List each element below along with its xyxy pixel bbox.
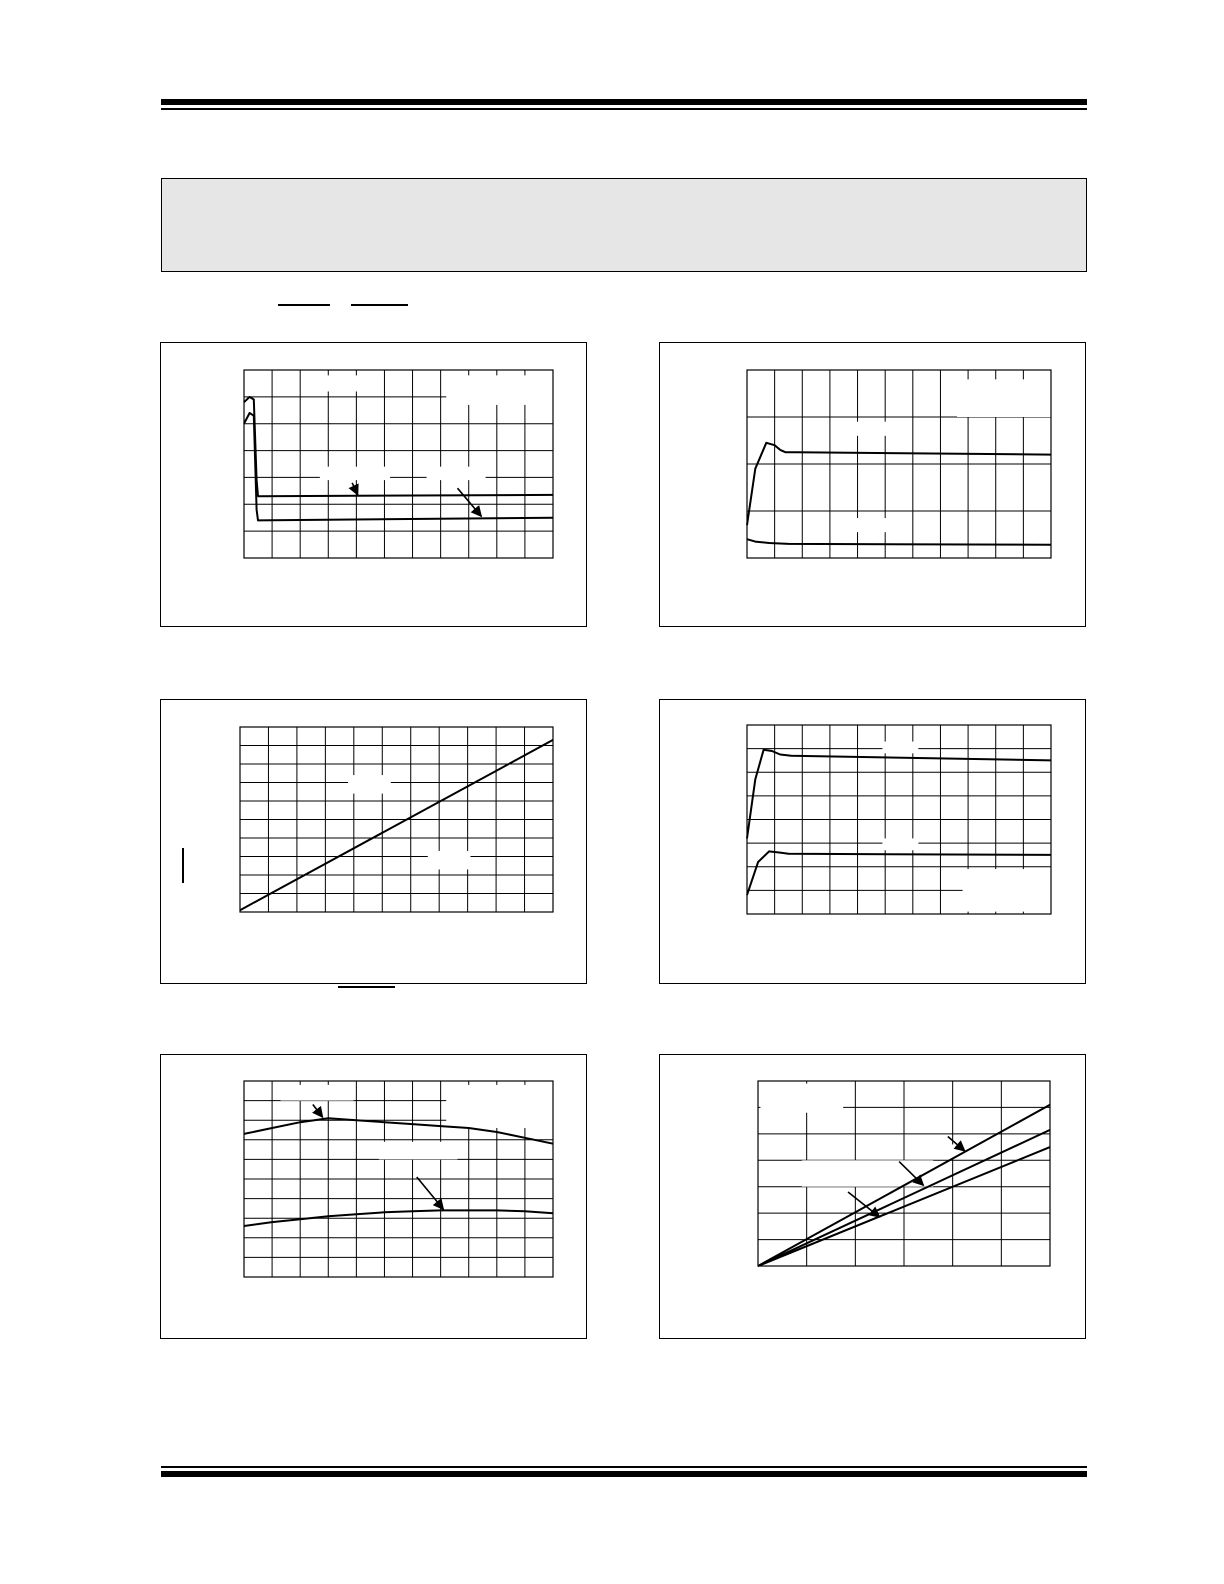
figure-panel-top-right — [659, 342, 1086, 627]
annotation-label-area — [882, 838, 918, 850]
annotation-label-area — [348, 775, 391, 794]
annotation-label-area — [963, 869, 1051, 912]
overline-3 — [338, 986, 395, 988]
figure-panel-bottom-right — [659, 1054, 1086, 1339]
ylabel-marker-middle-left — [182, 848, 184, 883]
annotation-label-area — [446, 375, 553, 405]
figure-panel-bottom-left — [160, 1054, 587, 1339]
annotation-label-area — [320, 467, 390, 480]
annotation-arrow-1 — [313, 1105, 323, 1118]
annotation-label-area — [855, 518, 899, 532]
annotation-label-area — [855, 422, 899, 436]
annotation-label-area — [428, 851, 471, 870]
annotation-label-area — [882, 742, 918, 754]
annotation-arrow-2 — [417, 1177, 444, 1209]
annotation-label-area — [957, 379, 1051, 417]
footer-rule-thick — [161, 1471, 1087, 1477]
header-rule-thick — [161, 99, 1087, 105]
series-line-1 — [747, 443, 1051, 525]
chart-fig-middle-right — [660, 700, 1085, 983]
series-line-2 — [747, 539, 1051, 545]
chart-fig-bottom-left — [161, 1055, 586, 1338]
footer-rule-thin — [161, 1466, 1087, 1468]
annotation-label-area — [760, 1084, 843, 1113]
annotation-label-area — [802, 1160, 933, 1186]
note-box — [161, 178, 1087, 272]
figure-panel-middle-left — [160, 699, 587, 984]
figure-panel-middle-right — [659, 699, 1086, 984]
annotation-label-area — [323, 375, 360, 391]
chart-fig-top-left — [161, 343, 586, 626]
series-line-1 — [240, 740, 553, 910]
annotation-label-area — [427, 467, 486, 480]
header-rule-thin — [161, 108, 1087, 110]
series-line-1 — [244, 397, 553, 496]
overline-1 — [278, 304, 330, 306]
figure-panel-top-left — [160, 342, 587, 627]
annotation-label-area — [281, 1085, 354, 1101]
chart-fig-middle-left — [161, 700, 586, 983]
chart-fig-bottom-right — [660, 1055, 1085, 1338]
annotation-arrow-1 — [352, 483, 358, 495]
annotation-label-area — [379, 1142, 458, 1160]
annotation-arrow-2 — [457, 488, 481, 516]
chart-fig-top-right — [660, 343, 1085, 626]
series-line-1 — [747, 750, 1051, 839]
annotation-label-area — [446, 1085, 553, 1128]
overline-2 — [351, 304, 408, 306]
